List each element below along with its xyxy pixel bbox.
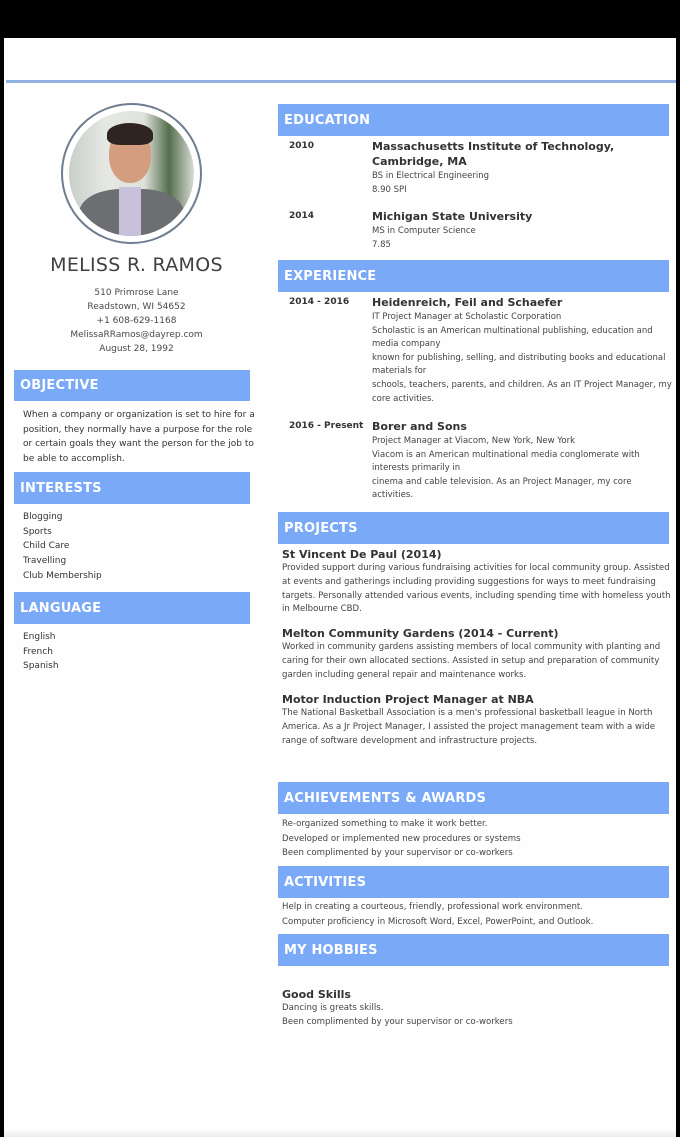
experience-entry [372, 295, 672, 406]
education-year: 2010 [289, 141, 315, 151]
project-item [282, 692, 674, 748]
role-line: IT Project Manager at Scholastic Corporation [372, 312, 562, 322]
activities-heading: ACTIVITIES [278, 866, 669, 898]
language-list [23, 630, 255, 674]
education-entry [372, 139, 672, 197]
grade: 8.90 SPI [372, 184, 407, 195]
project-description: Worked in community gardens assisting members of local community with planting and caring for their own allocated sections. Assisted in setup and preparation of community garden including general repair and maintenance works. [282, 642, 661, 680]
education-year: 2014 [289, 211, 315, 221]
education-heading: EDUCATION [278, 104, 669, 136]
achievement-item: Developed or implemented new procedures or systems [282, 833, 521, 844]
project-title: St Vincent De Paul (2014) [282, 548, 442, 561]
hobbies-title: Good Skills [282, 988, 351, 1001]
contact-info [14, 286, 259, 356]
candidate-name: MELISS R. RAMOS [50, 254, 223, 276]
birth-date: August 28, 1992 [99, 344, 174, 354]
project-item [282, 547, 674, 617]
education-entry [372, 209, 672, 252]
experience-entry [372, 419, 672, 503]
objective-text: When a company or organization is set to hire for a position, they normally have a purpose for the role or certain goals they want the person for the job to be able to accomplish. [23, 410, 255, 464]
achievements-heading: ACHIEVEMENTS & AWARDS [278, 782, 669, 814]
project-description-line: The National Basketball Association is a men's professional basketball league in North [282, 708, 653, 718]
hobbies-heading: MY HOBBIES [278, 934, 669, 966]
experience-period: 2014 - 2016 [289, 297, 350, 307]
projects-heading: PROJECTS [278, 512, 669, 544]
grade: 7.85 [372, 239, 391, 250]
interests-list [23, 510, 255, 584]
profile-photo [69, 111, 194, 236]
project-title: Melton Community Gardens (2014 - Current) [282, 627, 559, 640]
profile-photo-frame [61, 103, 202, 244]
degree: MS in Computer Science [372, 226, 476, 236]
achievement-item: Re-organized something to make it work better. [282, 819, 488, 829]
school-name: Michigan State University [372, 210, 533, 223]
hobby-item: Been complimented by your supervisor or co-workers [282, 1016, 513, 1027]
resume-page [4, 38, 676, 1137]
project-item [282, 626, 674, 682]
company-name: Borer and Sons [372, 420, 467, 433]
experience-period: 2016 - Present [289, 421, 364, 431]
interest-item: Club Membership [23, 570, 102, 581]
page-edge-shadow [4, 1129, 676, 1137]
language-item: Spanish [23, 661, 59, 672]
interest-item: Sports [23, 526, 52, 537]
phone: +1 608-629-1168 [96, 316, 177, 326]
city-line: Readstown, WI 54652 [87, 302, 186, 312]
role-line: Project Manager at Viacom, New York, New York [372, 436, 575, 446]
experience-heading: EXPERIENCE [278, 260, 669, 292]
interest-item: Blogging [23, 512, 63, 522]
interests-heading: INTERESTS [14, 472, 250, 504]
description-line: known for publishing, selling, and distributing books and educational materials for [372, 352, 666, 377]
activity-item: Computer proficiency in Microsoft Word, Excel, PowerPoint, and Outlook. [282, 916, 594, 927]
objective-heading: OBJECTIVE [14, 370, 250, 401]
project-description: Provided support during various fundraising activities for local community group. Assisted at events and gatherings including providing suggestions for ways to meet fundraising targets. Personally attended various events, including spending time with homeless youth in Melbourne CBD. [282, 563, 671, 615]
description-line: Viacom is an American multinational media conglomerate with interests primarily in [372, 449, 640, 474]
header-rule [6, 80, 676, 83]
project-description-line: range of software development and infrastructure projects. [282, 735, 538, 746]
hobbies-block [282, 987, 674, 1030]
interest-item: Travelling [23, 556, 67, 567]
project-description-line: America. As a Jr Project Manager, I assisted the project management team with a wide [282, 721, 656, 732]
hobby-item: Dancing is greats skills. [282, 1003, 384, 1013]
address-line: 510 Primrose Lane [94, 288, 179, 298]
degree: BS in Electrical Engineering [372, 171, 489, 181]
email: MelissaRRamos@dayrep.com [70, 330, 203, 340]
activities-list [282, 900, 674, 929]
activity-item: Help in creating a courteous, friendly, professional work environment. [282, 902, 584, 912]
description-line: schools, teachers, parents, and children. As an IT Project Manager, my core activities. [372, 379, 672, 404]
language-item: French [23, 646, 53, 657]
project-title: Motor Induction Project Manager at NBA [282, 693, 534, 706]
description-line: Scholastic is an American multinational publishing, education and media company [372, 325, 653, 350]
school-name: Massachusetts Institute of Technology, Cambridge, MA [372, 140, 615, 168]
language-item: English [23, 632, 56, 642]
language-heading: LANGUAGE [14, 592, 250, 624]
achievement-item: Been complimented by your supervisor or co-workers [282, 848, 513, 859]
company-name: Heidenreich, Feil and Schaefer [372, 296, 563, 309]
achievements-list [282, 817, 674, 861]
interest-item: Child Care [23, 541, 70, 552]
description-line: cinema and cable television. As an Project Manager, my core activities. [372, 476, 632, 501]
